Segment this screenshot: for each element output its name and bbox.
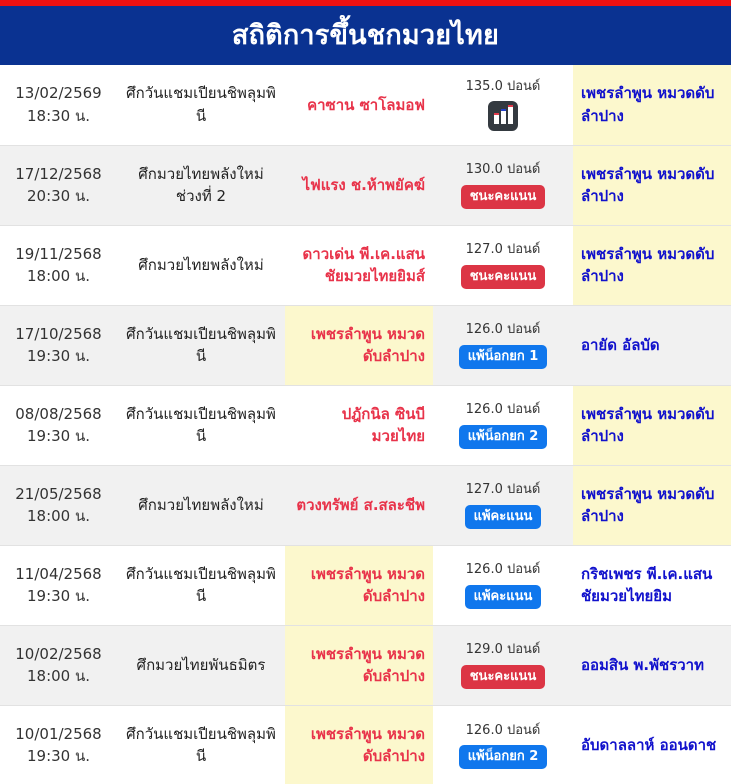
fight-time: 20:30 น. [26, 187, 91, 205]
event-name: ศึกวันแชมเปียนชิพลุมพินี [126, 564, 276, 605]
fight-time: 18:00 น. [26, 667, 91, 685]
event-name: ศึกวันแชมเปียนชิพลุมพินี [126, 324, 276, 365]
cell-weight-result [433, 465, 573, 545]
cell-weight-result [433, 305, 573, 385]
table-row[interactable] [0, 225, 731, 305]
fight-history-table [0, 65, 731, 784]
table-row[interactable] [0, 385, 731, 465]
event-name: ศึกมวยไทยพลังใหม่ [138, 255, 264, 274]
event-name: ศึกวันแชมเปียนชิพลุมพินี [126, 84, 276, 125]
cell-weight-result [433, 705, 573, 784]
result-badge[interactable]: แพ้คะแนน [465, 585, 542, 609]
cell-red-fighter[interactable] [285, 385, 433, 465]
table-row[interactable] [0, 625, 731, 705]
cell-red-fighter[interactable] [285, 225, 433, 305]
cell-weight-result [433, 385, 573, 465]
fight-time: 19:30 น. [26, 747, 91, 766]
cell-weight-result [433, 145, 573, 225]
red-fighter-name[interactable]: เพชรลำพูน หมวดดับลำปาง [310, 644, 425, 685]
fight-date: 17/12/2568 [15, 164, 102, 183]
cell-red-fighter[interactable] [285, 305, 433, 385]
cell-red-fighter[interactable] [285, 545, 433, 625]
result-badge[interactable]: แพ้น็อกยก 2 [459, 425, 548, 449]
blue-fighter-name[interactable]: เพชรลำพูน หมวดดับลำปาง [581, 244, 715, 285]
table-row[interactable] [0, 465, 731, 545]
fight-date: 11/04/2568 [15, 564, 102, 583]
result-badge[interactable]: แพ้น็อกยก 2 [459, 745, 548, 769]
fight-weight: 126.0 ปอนด์ [465, 562, 541, 578]
cell-weight-result [433, 225, 573, 305]
cell-event [117, 225, 285, 305]
cell-blue-fighter[interactable] [573, 305, 731, 385]
cell-blue-fighter[interactable] [573, 465, 731, 545]
page-header [0, 6, 731, 65]
fight-date: 10/01/2568 [15, 724, 102, 743]
cell-event [117, 705, 285, 784]
table-row[interactable] [0, 705, 731, 784]
table-row[interactable] [0, 65, 731, 145]
cell-blue-fighter[interactable] [573, 65, 731, 145]
fight-date: 19/11/2568 [15, 244, 102, 263]
event-name: ศึกวันแชมเปียนชิพลุมพินี [126, 404, 276, 445]
fight-time: 18:00 น. [26, 267, 91, 285]
cell-weight-result [433, 65, 573, 145]
event-name: ศึกมวยไทยพลังใหม่ [138, 495, 264, 514]
blue-fighter-name[interactable]: ออมสิน พ.พัชรวาท [581, 655, 704, 674]
red-fighter-name[interactable]: ดาวเด่น พี.เค.แสนชัยมวยไทยยิมส์ [302, 244, 425, 285]
blue-fighter-name[interactable]: กริชเพชร พี.เค.แสนชัยมวยไทยยิม [581, 564, 713, 605]
cell-datetime [0, 225, 117, 305]
red-fighter-name[interactable]: เพชรลำพูน หมวดดับลำปาง [310, 564, 425, 605]
fight-weight: 130.0 ปอนด์ [465, 162, 541, 178]
cell-blue-fighter[interactable] [573, 145, 731, 225]
fight-date: 17/10/2568 [15, 324, 102, 343]
result-badge[interactable]: แพ้คะแนน [465, 505, 542, 529]
cell-weight-result [433, 545, 573, 625]
cell-datetime [0, 305, 117, 385]
cell-datetime [0, 705, 117, 784]
blue-fighter-name[interactable]: เพชรลำพูน หมวดดับลำปาง [581, 404, 715, 445]
cell-red-fighter[interactable] [285, 625, 433, 705]
fight-weight: 126.0 ปอนด์ [465, 402, 541, 418]
cell-datetime [0, 625, 117, 705]
cell-datetime [0, 385, 117, 465]
cell-red-fighter[interactable] [285, 705, 433, 784]
cell-blue-fighter[interactable] [573, 705, 731, 784]
event-name: ศึกมวยไทยพันธมิตร [136, 655, 266, 674]
fight-weight: 126.0 ปอนด์ [465, 322, 541, 338]
cell-blue-fighter[interactable] [573, 385, 731, 465]
result-badge[interactable]: ชนะคะแนน [461, 265, 546, 289]
fight-date: 21/05/2568 [15, 484, 102, 503]
red-fighter-name[interactable]: ไฟแรง ช.ห้าพยัคฆ์ [302, 175, 425, 194]
blue-fighter-name[interactable]: เพชรลำพูน หมวดดับลำปาง [581, 84, 715, 125]
cell-datetime [0, 545, 117, 625]
fight-time: 18:30 น. [26, 106, 91, 125]
fight-date: 13/02/2569 [15, 84, 102, 103]
cell-event [117, 465, 285, 545]
red-fighter-name[interactable]: คาซาน ซาโลมอฟ [307, 95, 425, 114]
fight-time: 19:30 น. [26, 347, 91, 365]
cell-datetime [0, 145, 117, 225]
red-fighter-name[interactable]: เพชรลำพูน หมวดดับลำปาง [310, 324, 425, 365]
fight-weight: 127.0 ปอนด์ [465, 242, 541, 258]
page-title: สถิติการขึ้นชกมวยไทย [231, 20, 500, 51]
cell-event [117, 65, 285, 145]
fight-weight: 135.0 ปอนด์ [465, 79, 541, 95]
table-row[interactable] [0, 545, 731, 625]
cell-blue-fighter[interactable] [573, 225, 731, 305]
blue-fighter-name[interactable]: เพชรลำพูน หมวดดับลำปาง [581, 164, 715, 205]
cell-blue-fighter[interactable] [573, 625, 731, 705]
cell-red-fighter[interactable] [285, 145, 433, 225]
blue-fighter-name[interactable]: เพชรลำพูน หมวดดับลำปาง [581, 484, 715, 525]
cell-event [117, 545, 285, 625]
event-name: ศึกมวยไทยพลังใหม่ ช่วงที่ 2 [138, 164, 264, 205]
fight-time: 19:30 น. [26, 587, 91, 605]
cell-red-fighter[interactable] [285, 65, 433, 145]
fight-weight: 129.0 ปอนด์ [465, 642, 541, 658]
fight-time: 19:30 น. [26, 427, 91, 445]
cell-event [117, 385, 285, 465]
red-fighter-name[interactable]: ตวงทรัพย์ ส.สละชีพ [296, 495, 425, 514]
cell-event [117, 625, 285, 705]
event-name: ศึกวันแชมเปียนชิพลุมพินี [126, 724, 276, 766]
cell-datetime [0, 65, 117, 145]
cell-event [117, 145, 285, 225]
red-fighter-name[interactable]: ปฎักนิล ซินบีมวยไทย [341, 404, 425, 445]
fight-time: 18:00 น. [26, 507, 91, 525]
blue-fighter-name[interactable]: อายัด อัลบัด [581, 335, 660, 354]
result-badge[interactable]: ชนะคะแนน [461, 665, 546, 689]
cell-weight-result [433, 625, 573, 705]
blue-fighter-name[interactable]: อับดาลลาห์ ออนดาช [581, 736, 717, 754]
table-row[interactable] [0, 145, 731, 225]
fight-date: 10/02/2568 [15, 644, 102, 663]
fight-weight: 127.0 ปอนด์ [465, 482, 541, 498]
cell-blue-fighter[interactable] [573, 545, 731, 625]
fight-date: 08/08/2568 [15, 404, 102, 423]
bar-chart-icon[interactable] [488, 101, 518, 131]
red-fighter-name[interactable]: เพชรลำพูน หมวดดับลำปาง [310, 724, 425, 766]
table-row[interactable] [0, 305, 731, 385]
result-badge[interactable]: แพ้น็อกยก 1 [459, 345, 548, 369]
cell-red-fighter[interactable] [285, 465, 433, 545]
fight-weight: 126.0 ปอนด์ [465, 722, 541, 738]
cell-datetime [0, 465, 117, 545]
result-badge[interactable]: ชนะคะแนน [461, 185, 546, 209]
cell-event [117, 305, 285, 385]
